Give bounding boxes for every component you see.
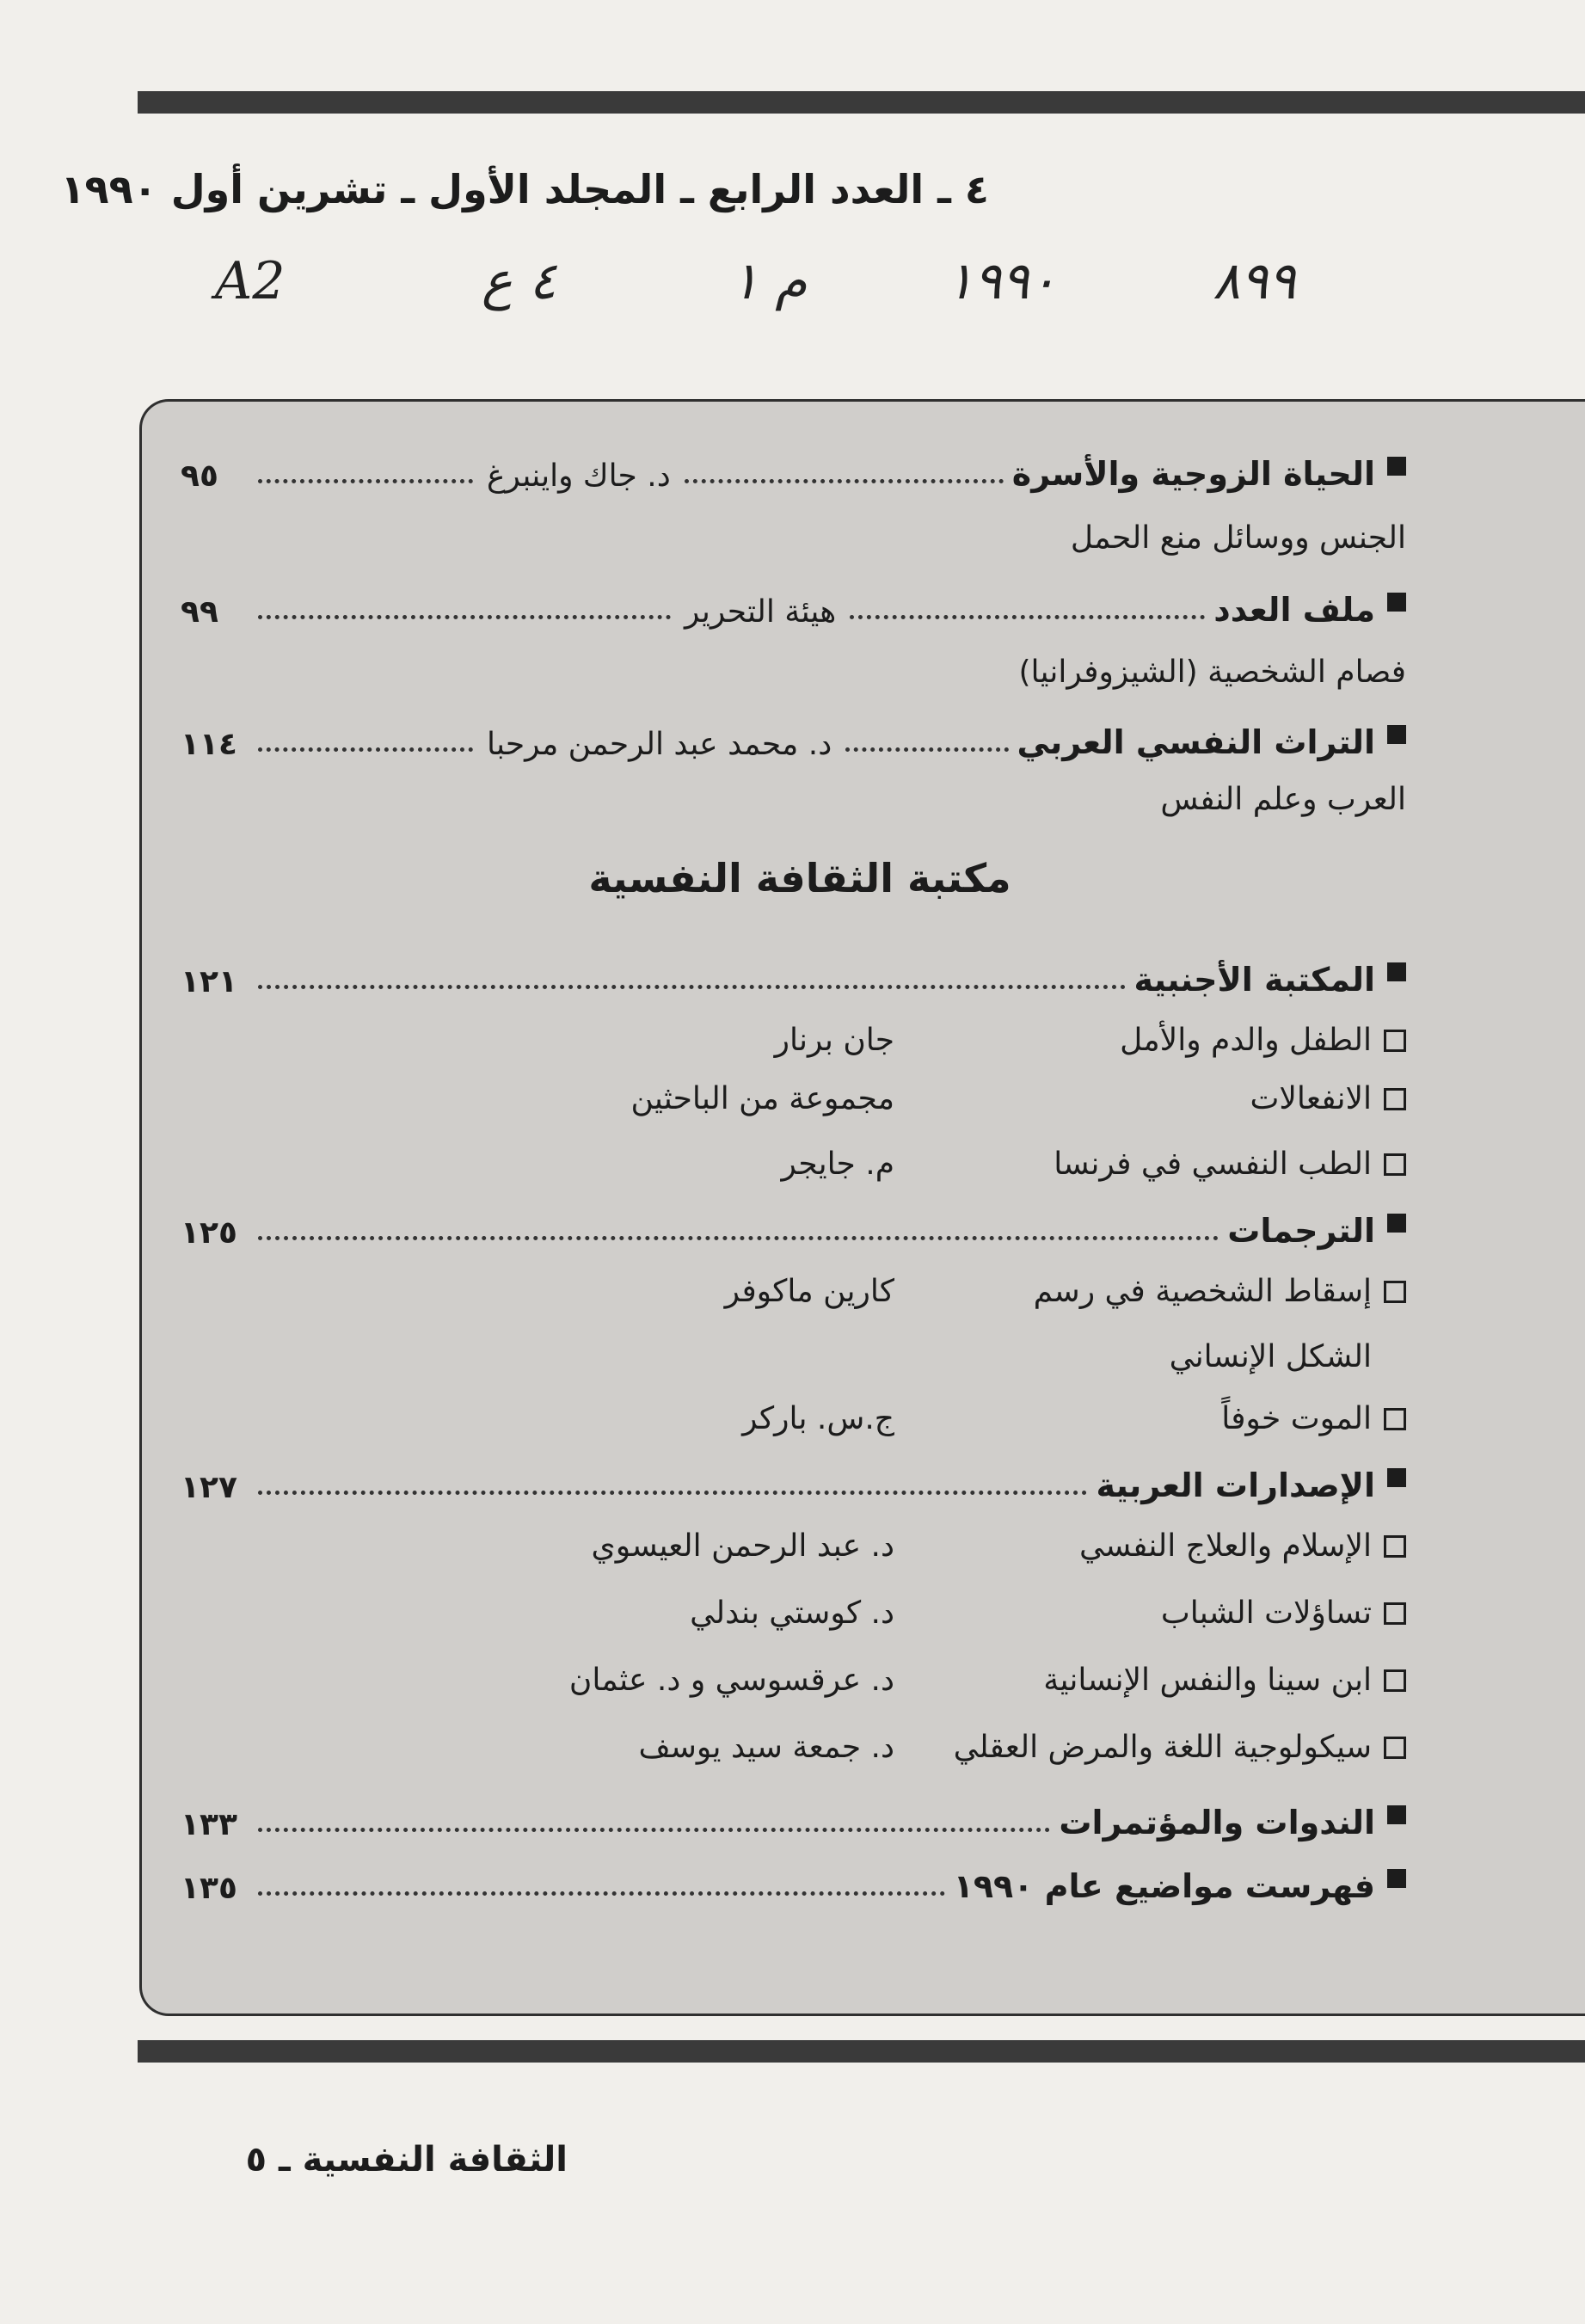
square-bullet-icon: [1387, 457, 1406, 476]
square-bullet-icon: [1387, 962, 1406, 981]
square-bullet-icon: [1387, 1805, 1406, 1824]
item-author: جان برنار: [774, 1023, 894, 1058]
entry-page: ١٢٧: [181, 1469, 237, 1505]
entry-page: ١٣٥: [181, 1870, 237, 1906]
item-author: مجموعة من الباحثين: [630, 1081, 894, 1116]
entry-page: ٩٩: [181, 593, 218, 630]
dot-leader: [258, 479, 473, 483]
handwritten-volume: م ١: [731, 251, 808, 311]
section-title: مكتبة الثقافة النفسية: [588, 855, 1011, 901]
dot-leader: [258, 615, 671, 619]
toc-entry-translations[interactable]: [181, 1196, 1406, 1251]
handwritten-issue: ٤ ع: [482, 251, 557, 311]
checkbox-bullet-icon: [1384, 1153, 1406, 1176]
list-item[interactable]: [181, 1073, 1406, 1125]
item-author: د. عرقسوسي و د. عثمان: [568, 1663, 894, 1698]
checkbox-bullet-icon: [1384, 1602, 1406, 1625]
toc-entry-arab-heritage[interactable]: [181, 707, 1406, 762]
entry-page: ١٢٥: [181, 1214, 237, 1251]
item-title: تساؤلات الشباب: [1160, 1595, 1372, 1631]
dot-leader: [258, 1236, 1219, 1240]
issue-header: ٤ ـ العدد الرابع ـ المجلد الأول ـ تشرين أول ١٩٩٠: [60, 166, 989, 212]
entry-subtitle: فصام الشخصية (الشيزوفرانيا): [1018, 655, 1406, 690]
dot-leader: [258, 985, 1126, 989]
list-item[interactable]: [181, 1588, 1406, 1639]
toc-entry-marital-life[interactable]: [181, 439, 1406, 494]
checkbox-bullet-icon: [1384, 1030, 1406, 1052]
entry-title: الإصدارات العربية: [1096, 1466, 1375, 1505]
list-item[interactable]: [181, 1139, 1406, 1190]
checkbox-bullet-icon: [1384, 1088, 1406, 1110]
toc-entry-foreign-library[interactable]: [181, 944, 1406, 999]
item-author: د. جمعة سيد يوسف: [638, 1730, 894, 1765]
entry-author: هيئة التحرير: [685, 593, 837, 630]
list-item[interactable]: [181, 1266, 1406, 1318]
page-footer: الثقافة النفسية ـ ٥: [245, 2140, 568, 2180]
handwritten-annotation: [206, 243, 1385, 337]
dot-leader: [685, 479, 1004, 483]
bottom-rule: [138, 2040, 1585, 2063]
list-item[interactable]: [181, 1015, 1406, 1067]
item-title: ابن سينا والنفس الإنسانية: [1043, 1663, 1372, 1698]
dot-leader: [258, 1491, 1087, 1495]
square-bullet-icon: [1387, 1869, 1406, 1888]
square-bullet-icon: [1387, 593, 1406, 612]
entry-subtitle: الجنس ووسائل منع الحمل: [1070, 520, 1406, 556]
checkbox-bullet-icon: [1384, 1535, 1406, 1558]
item-author: د. كوستي بندلي: [690, 1595, 894, 1631]
entry-page: ١١٤: [181, 726, 237, 762]
dot-leader: [850, 615, 1205, 619]
item-author: م. جايجر: [781, 1147, 894, 1182]
entry-title: الترجمات: [1227, 1212, 1375, 1251]
dot-leader: [258, 1891, 945, 1896]
entry-title: ملف العدد: [1213, 591, 1375, 630]
list-item[interactable]: [181, 1655, 1406, 1706]
item-title: الإسلام والعلاج النفسي: [1079, 1528, 1372, 1564]
entry-author: د. جاك واينبرغ: [487, 458, 671, 494]
handwritten-serial: ٨٩٩: [1213, 251, 1296, 311]
checkbox-bullet-icon: [1384, 1281, 1406, 1303]
entry-subtitle: العرب وعلم النفس: [1160, 782, 1406, 817]
list-item[interactable]: [181, 1722, 1406, 1774]
item-title: إسقاط الشخصية في رسم: [1033, 1274, 1372, 1309]
entry-title: التراث النفسي العربي: [1017, 723, 1375, 762]
entry-title: فهرست مواضيع عام ١٩٩٠: [953, 1867, 1375, 1906]
list-item[interactable]: [181, 1521, 1406, 1572]
handwritten-year: ١٩٩٠: [946, 251, 1057, 311]
item-author: كارين ماكوفر: [724, 1274, 894, 1309]
item-title: الموت خوفاً: [1221, 1401, 1372, 1436]
entry-author: د. محمد عبد الرحمن مرحبا: [487, 726, 832, 762]
top-rule: [138, 91, 1585, 114]
dot-leader: [258, 1828, 1050, 1832]
item-author: ج.س. باركر: [742, 1401, 894, 1436]
toc-entry-index[interactable]: [181, 1851, 1406, 1906]
toc-entry-conferences[interactable]: [181, 1787, 1406, 1842]
entry-page: ١٣٣: [181, 1806, 237, 1842]
item-continuation: الشكل الإنساني: [1169, 1339, 1372, 1374]
item-title: سيكولوجية اللغة والمرض العقلي: [953, 1730, 1372, 1765]
dot-leader: [845, 747, 1008, 752]
item-title: الطب النفسي في فرنسا: [1054, 1147, 1372, 1182]
checkbox-bullet-icon: [1384, 1669, 1406, 1692]
checkbox-bullet-icon: [1384, 1737, 1406, 1759]
checkbox-bullet-icon: [1384, 1408, 1406, 1430]
handwritten-code: A2: [215, 251, 286, 311]
toc-entry-arabic-publications[interactable]: [181, 1450, 1406, 1505]
entry-page: ١٢١: [181, 963, 237, 999]
entry-page: ٩٥: [181, 458, 218, 494]
toc-entry-issue-file[interactable]: [181, 575, 1406, 630]
list-item[interactable]: [181, 1393, 1406, 1445]
dot-leader: [258, 747, 473, 752]
entry-title: المكتبة الأجنبية: [1133, 961, 1375, 999]
square-bullet-icon: [1387, 1468, 1406, 1487]
square-bullet-icon: [1387, 1214, 1406, 1233]
entry-title: الندوات والمؤتمرات: [1059, 1804, 1375, 1842]
item-title: الطفل والدم والأمل: [1120, 1023, 1372, 1058]
square-bullet-icon: [1387, 725, 1406, 744]
item-title: الانفعالات: [1250, 1081, 1372, 1116]
entry-title: الحياة الزوجية والأسرة: [1011, 455, 1375, 494]
item-author: د. عبد الرحمن العيسوي: [591, 1528, 894, 1564]
